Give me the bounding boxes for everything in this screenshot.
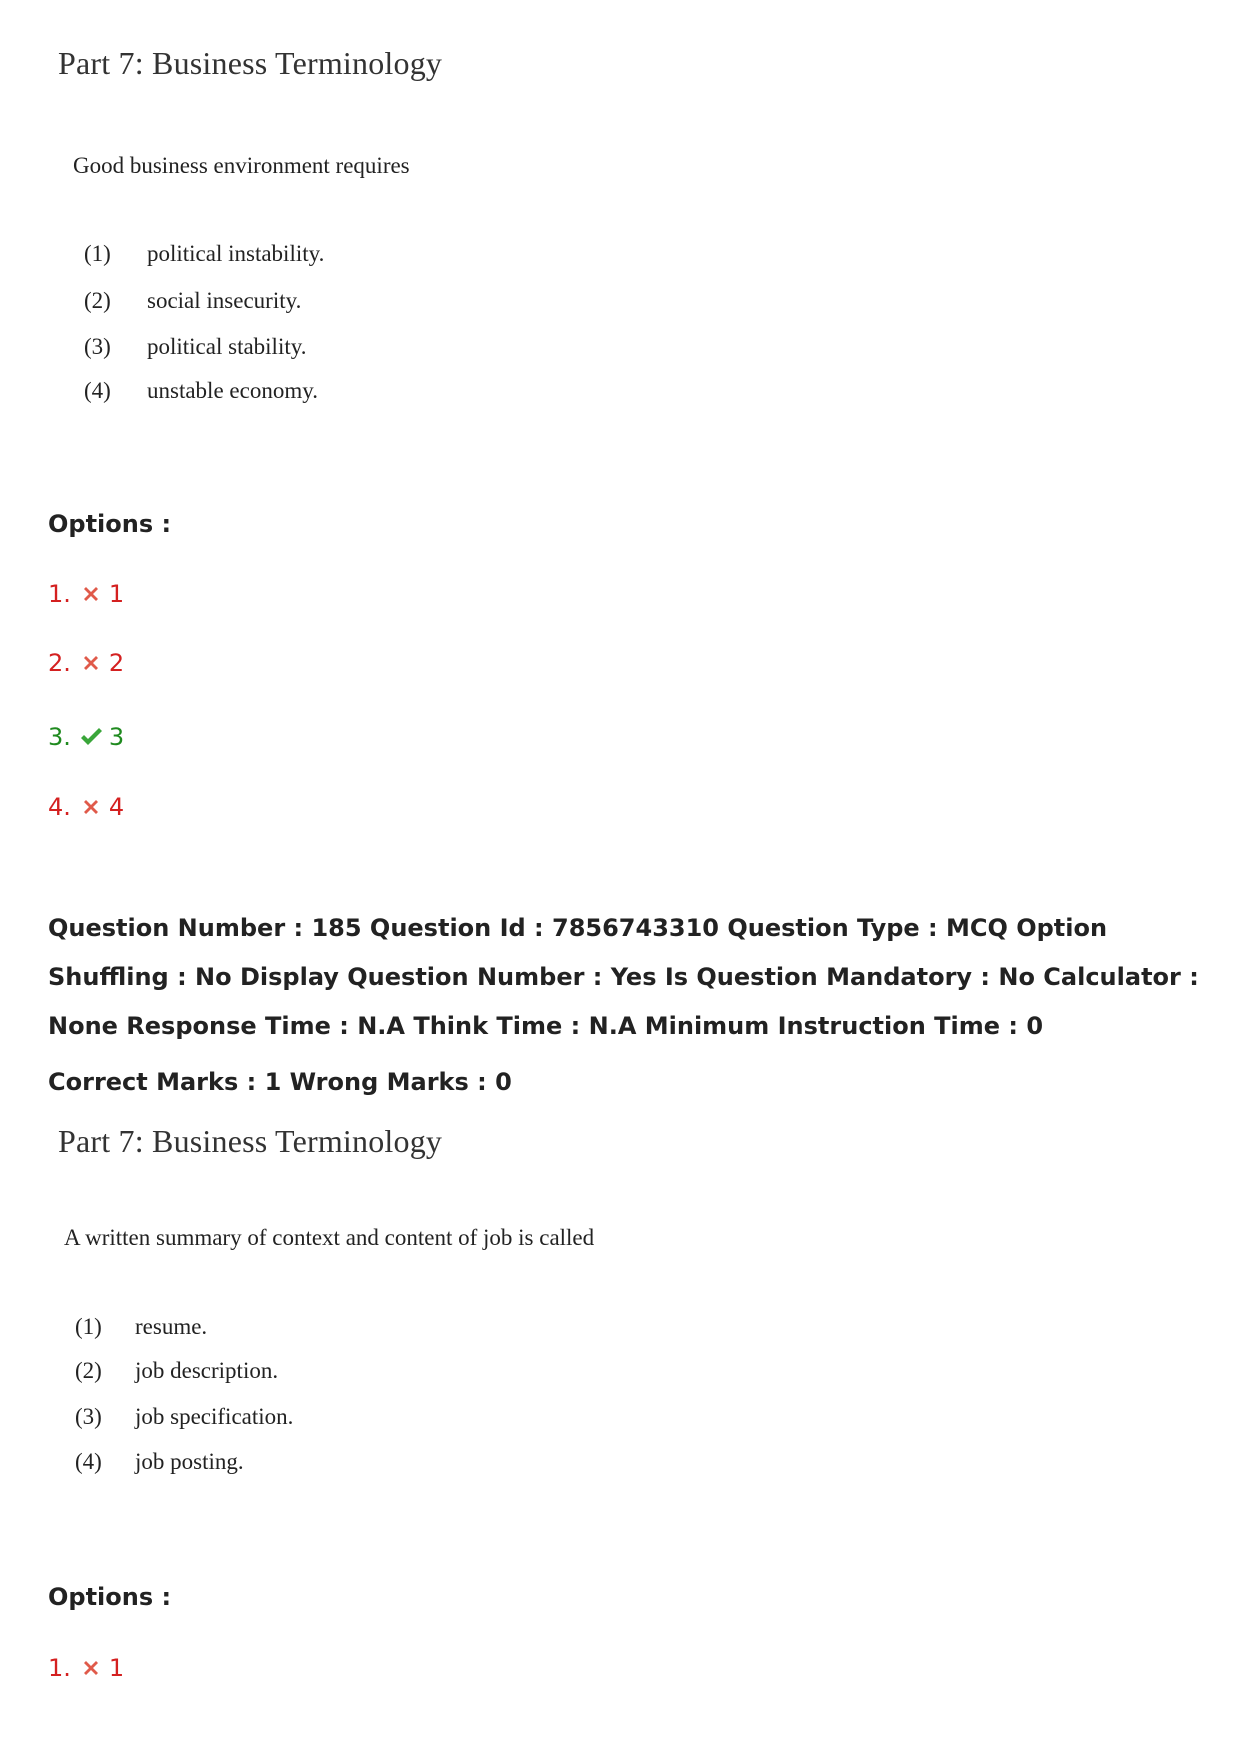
option-index: 1. <box>48 1654 71 1682</box>
question-text: A written summary of context and content of job is called <box>64 1225 595 1250</box>
option-value: 1 <box>108 580 125 608</box>
choice-text: job posting. <box>135 1449 244 1474</box>
choice-number: (1) <box>75 1314 102 1339</box>
option-3 <box>48 723 124 751</box>
choice-number: (4) <box>75 1449 102 1474</box>
option-index: 1. <box>48 580 71 608</box>
choice-number: (3) <box>84 334 111 359</box>
options-label: Options : <box>48 510 172 538</box>
choice-text: political instability. <box>147 241 325 266</box>
choice-number: (2) <box>84 288 111 313</box>
option-2 <box>48 649 124 677</box>
choice-number: (2) <box>75 1358 102 1383</box>
choice-number: (4) <box>84 378 111 403</box>
option-index: 3. <box>48 723 71 751</box>
part-title: Part 7: Business Terminology <box>58 45 443 81</box>
option-1 <box>48 1654 124 1682</box>
check-icon <box>79 725 103 749</box>
question-image-2 <box>0 1110 1240 1500</box>
option-index: 2. <box>48 649 71 677</box>
options-label: Options : <box>48 1583 172 1611</box>
question-image-1 <box>0 0 1240 420</box>
option-4 <box>48 793 124 821</box>
cross-icon <box>79 795 103 819</box>
option-value: 1 <box>108 1654 125 1682</box>
cross-icon <box>79 651 103 675</box>
cross-icon <box>79 582 103 606</box>
question-meta: Question Number : 185 Question Id : 7856743310 Question Type : MCQ Option Shuffling : No Display Question Number : Yes Is Question Mandatory : No Calculator : None Response Time : N.A Think Time : N.A Minimum Instruction Time : 0 <box>48 914 1199 1040</box>
part-title: Part 7: Business Terminology <box>58 1123 443 1159</box>
option-value: 2 <box>108 649 125 677</box>
choice-text: political stability. <box>147 334 307 359</box>
option-value: 4 <box>108 793 125 821</box>
marks-line: Correct Marks : 1 Wrong Marks : 0 <box>48 1068 512 1096</box>
choice-text: social insecurity. <box>147 288 302 313</box>
choice-text: job specification. <box>135 1404 294 1429</box>
choice-text: unstable economy. <box>147 378 318 403</box>
option-index: 4. <box>48 793 71 821</box>
question-text: Good business environment requires <box>73 153 410 178</box>
option-value: 3 <box>108 723 125 751</box>
cross-icon <box>79 1656 103 1680</box>
choice-text: job description. <box>135 1358 279 1383</box>
choice-number: (1) <box>84 241 111 266</box>
choice-number: (3) <box>75 1404 102 1429</box>
option-1 <box>48 580 124 608</box>
choice-text: resume. <box>135 1314 208 1339</box>
